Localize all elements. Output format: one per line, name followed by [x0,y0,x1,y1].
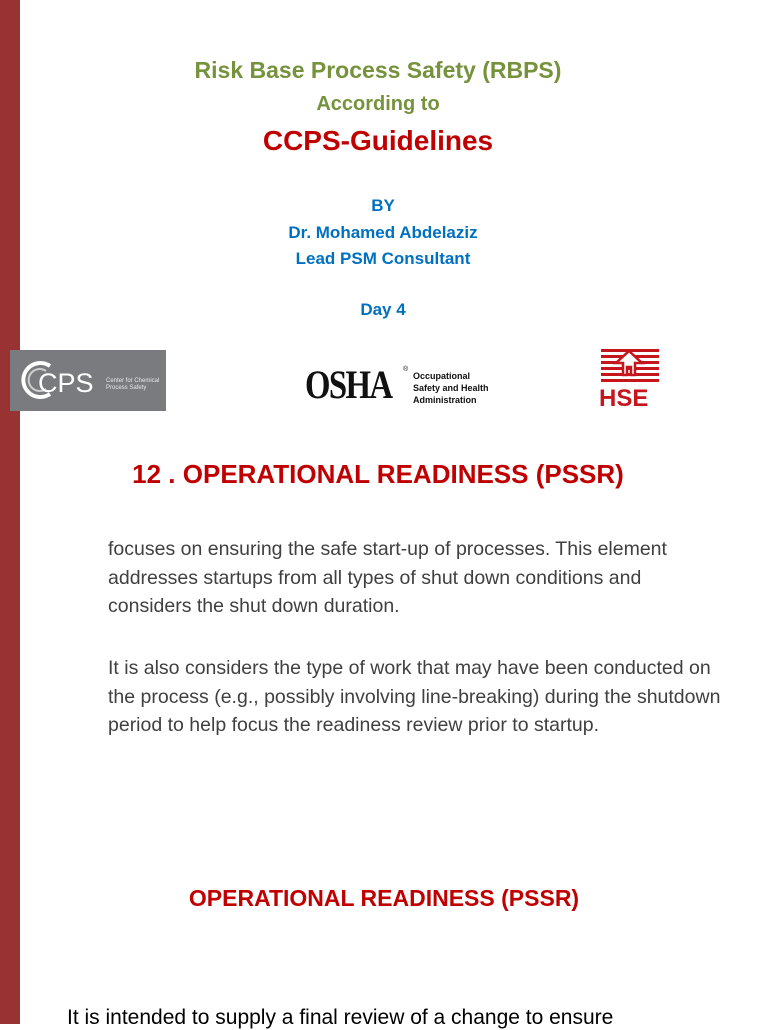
hse-logo [598,349,662,411]
body-paragraph: It is also considers the type of work that may have been conducted on the process (e.g., possibly involving line-breaking) during the shutdown period to help focus the readiness review prior to startup. [108,657,721,736]
document-title: Risk Base Process Safety (RBPS) [194,57,562,83]
section-heading: 12 . OPERATIONAL READINESS (PSSR) [132,459,624,489]
ccps-logo-text: CPS [38,368,94,398]
body-text-continued: It is intended to supply a final review of a change to ensure [67,1006,614,1029]
document-title-guidelines: CCPS-Guidelines [262,125,494,156]
hse-emblem-icon [598,349,660,385]
author-role: Lead PSM Consultant [295,249,471,268]
osha-logo-subtitle: Occupational Safety and Health Administration [413,371,489,405]
osha-registered-mark: ® [403,366,409,373]
day-label: Day 4 [360,300,406,319]
document-title-according: According to [316,93,440,115]
ccps-logo-subtitle: Center for Chemical Process Safety [106,378,160,391]
ccps-logo [10,350,166,411]
section-subheading: OPERATIONAL READINESS (PSSR) [188,885,580,911]
osha-logo [305,360,495,410]
author-name: Dr. Mohamed Abdelaziz [288,223,478,242]
body-paragraph: focuses on ensuring the safe start-up of processes. This element addresses startups from all types of shut down conditions and considers the shut down duration. [108,538,667,617]
hse-logo-text: HSE [599,385,649,412]
osha-logo-text: OSHA [305,362,392,407]
byline-by: BY [371,196,395,215]
